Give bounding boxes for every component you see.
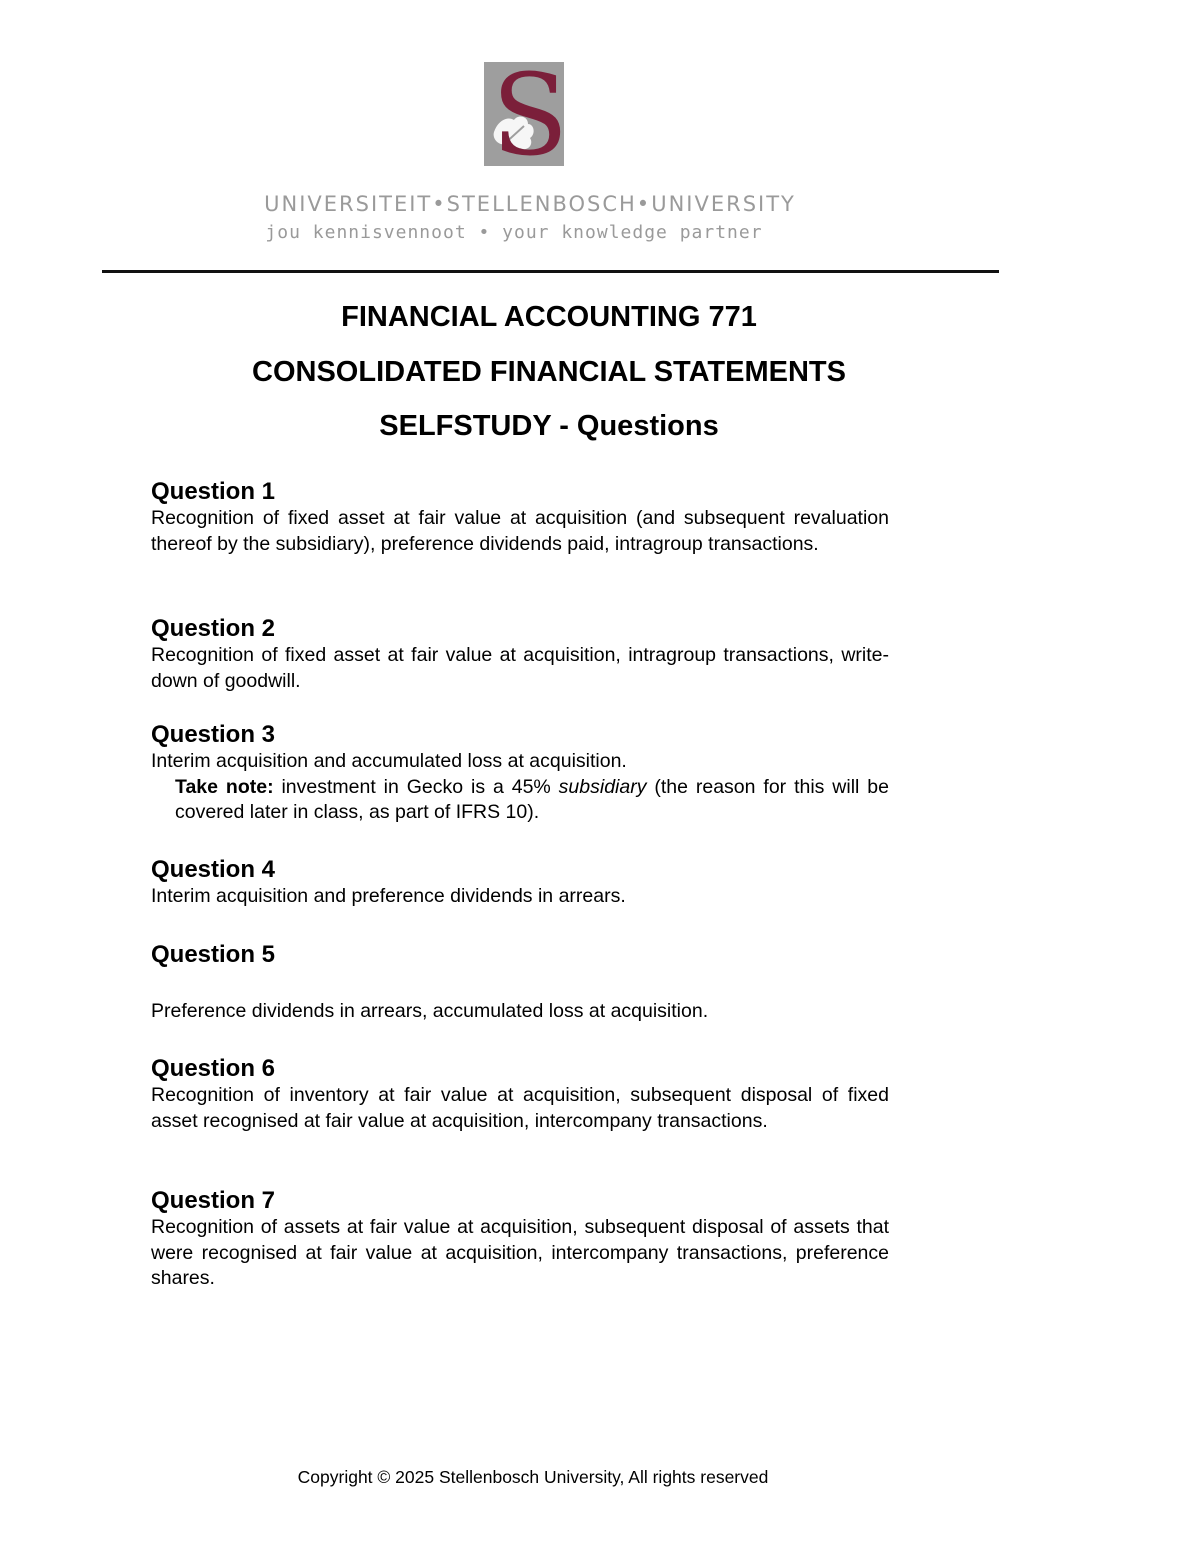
- question-1: [151, 478, 889, 557]
- document-subtitle: SELFSTUDY - Questions: [379, 410, 719, 442]
- question-description: Recognition of inventory at fair value at acquisition, subsequent disposal of fixed asset recognised at fair value at acquisition, intercompany transactions.: [151, 1084, 889, 1132]
- take-note-label: Take note:: [175, 775, 274, 798]
- question-description: Interim acquisition and accumulated loss at acquisition.: [151, 750, 627, 772]
- question-4: [151, 856, 889, 910]
- logo-letter: S: [491, 62, 569, 166]
- topic-title: CONSOLIDATED FINANCIAL STATEMENTS: [252, 356, 846, 388]
- question-description: Recognition of fixed asset at fair value at acquisition, intragroup transactions, write-down of goodwill.: [151, 644, 889, 692]
- question-5: [151, 941, 889, 1025]
- question-description: Interim acquisition and preference dividends in arrears.: [151, 885, 626, 907]
- question-heading: Question 3: [151, 721, 276, 748]
- question-7: [151, 1187, 889, 1292]
- take-note: [175, 775, 889, 826]
- copyright-footer: Copyright © 2025 Stellenbosch University, All rights reserved: [297, 1467, 769, 1487]
- question-heading: Question 1: [151, 478, 276, 505]
- question-6: [151, 1055, 889, 1134]
- question-heading: Question 6: [151, 1055, 276, 1082]
- take-note-emphasis: subsidiary: [558, 775, 647, 798]
- question-heading: Question 2: [151, 615, 276, 642]
- question-heading: Question 5: [151, 941, 276, 968]
- university-logo: [484, 62, 576, 166]
- question-2: [151, 615, 889, 694]
- question-heading: Question 4: [151, 856, 276, 883]
- take-note-text-end: (the reason for this will be covered later in class, as part of IFRS 10).: [175, 775, 889, 823]
- question-3: [151, 721, 889, 826]
- question-description: Preference dividends in arrears, accumulated loss at acquisition.: [151, 1000, 709, 1022]
- university-name: UNIVERSITEIT•STELLENBOSCH•UNIVERSITY: [264, 192, 796, 216]
- take-note-text: investment in Gecko is a 45%: [273, 775, 559, 798]
- question-description: Recognition of fixed asset at fair value at acquisition (and subsequent revaluation thereof by the subsidiary), preference dividends paid, intragroup transactions.: [151, 507, 889, 555]
- question-heading: Question 7: [151, 1187, 276, 1214]
- course-title: FINANCIAL ACCOUNTING 771: [341, 301, 757, 333]
- header-divider: [102, 270, 999, 273]
- question-description: Recognition of assets at fair value at acquisition, subsequent disposal of assets that were recognised at fair value at acquisition, intercompany transactions, preference shares.: [151, 1216, 889, 1289]
- university-tagline: jou kennisvennoot • your knowledge partner: [265, 222, 763, 243]
